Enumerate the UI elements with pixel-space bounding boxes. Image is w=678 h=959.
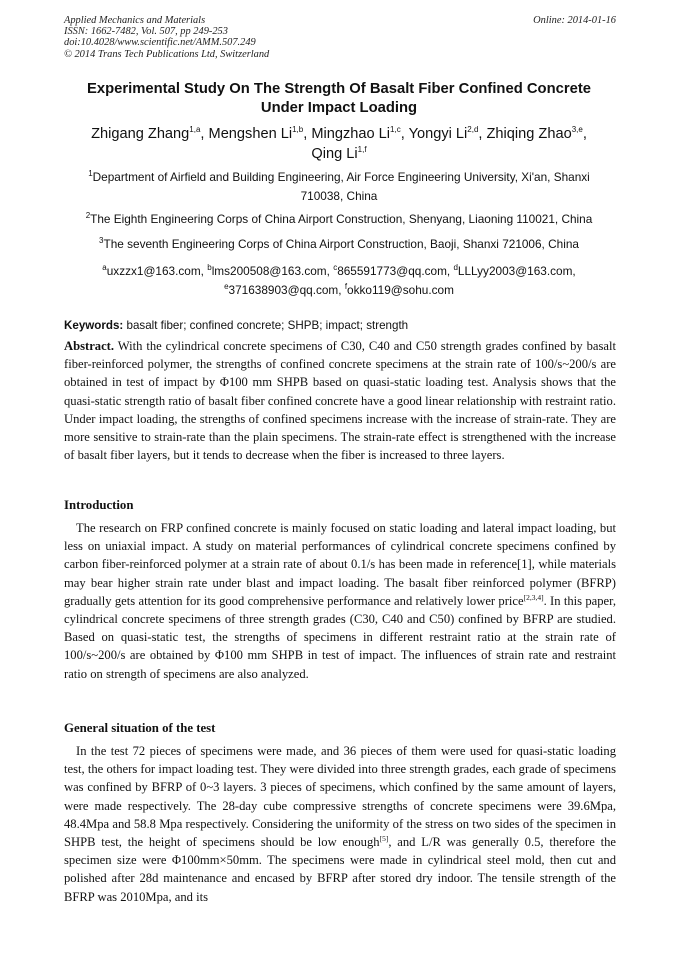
copyright-line: © 2014 Trans Tech Publications Ltd, Switzerland — [64, 48, 270, 60]
online-date: Online: 2014-01-16 — [533, 15, 616, 26]
abstract-label: Abstract. — [64, 339, 115, 353]
email: LLLyy2003@163.com, — [457, 264, 576, 278]
email-list: $^a$uxzzx1@163.com, $^b$lms200508@163.com, $^c$865591773@qq.com, $^d$LLLyy2003@163.com, $^e$371638903@qq.com, $^f$okko119@sohu.com — [102, 263, 576, 297]
abstract — [64, 337, 616, 464]
email: 865591773@qq.com, — [337, 264, 454, 278]
journal-header — [64, 15, 616, 60]
email: okko119@sohu.com — [347, 283, 454, 297]
paper-title — [40, 80, 638, 118]
title-line-2: Under Impact Loading — [260, 100, 418, 116]
citation: [5] — [379, 833, 389, 843]
author: Zhigang Zhang$^{1,a}$, — [91, 125, 209, 142]
affiliation-3: $^3$The seventh Engineering Corps of China Airport Construction, Baoji, Shanxi 721006, China — [99, 236, 579, 251]
affiliation-2: $^2$The Eighth Engineering Corps of China Airport Construction, Shenyang, Liaoning 110021, China — [85, 211, 593, 226]
doi-line: doi:10.4028/www.scientific.net/AMM.507.249 — [64, 37, 256, 49]
keywords — [64, 318, 616, 333]
section-heading-introduction: Introduction — [64, 498, 134, 512]
affiliation-1: $^1$Department of Airfield and Building Engineering, Air Force Engineering University, Xi'an, Shanxi 710038, China — [88, 169, 590, 203]
general-paragraph: In the test 72 pieces of specimens were made, and 36 pieces of them were used for quasi-static loading test, the others for impact loading test. They were divided into three strength grades, each grade of specimens was confined by BFRP of 0~3 layers. 3 pieces of specimens, which confined by the same amount of layers, were made respectively. The 28-day cube compressive strengths of concrete specimens were 39.6Mpa, 48.4Mpa and 58.8 Mpa respectively. Considering the uniformity of the stress on two sides of the specimen in SHPB test, the height of specimens should be low enough[5], and L/R was generally 0.5, therefore the specimen size were Φ100mm×50mm. The specimens were made in cylindrical steel mold, then cut and polished after 28d maintenance and encased by BFRP after stored dry indoor. The tensile strength of the BFRP was 2010Mpa, and its — [64, 744, 616, 904]
issn-line: ISSN: 1662-7482, Vol. 507, pp 249-253 — [64, 26, 228, 38]
author: Mengshen Li$^{1,b}$, — [208, 125, 312, 142]
email: 371638903@qq.com, — [228, 283, 345, 297]
title-line-1: Experimental Study On The Strength Of Basalt Fiber Confined Concrete — [87, 81, 591, 97]
email: uxzzx1@163.com, — [106, 264, 208, 278]
author: Qing Li$^{1,f}$ — [311, 145, 367, 162]
introduction-paragraph: The research on FRP confined concrete is mainly focused on static loading and lateral impact loading, but less on uniaxial impact. A study on material performances of cylindrical concrete specimens confined by carbon fiber-reinforced polymer at a strain rate of about 0.1/s has been made in reference[1], while materials may bear higher strain rate under blast and impact loading. The basalt fiber reinforced polymer (BFRP) gradually gets attention for its good comprehensive performance and relatively lower price[2,3,4]. In this paper, cylindrical concrete specimens of three strength grades (C30, C40 and C50) confined by BFRP are studied. Based on quasi-static test, the strengths of specimens in different restraint ratio at the strain rate of 100/s~200/s are obtained by Φ100 mm SHPB in test of impact. The influences of strain rate and restraint ratio on strength of specimens are also analyzed. — [64, 521, 616, 681]
author: Mingzhao Li$^{1,c}$, — [311, 125, 409, 142]
keywords-label: Keywords: — [64, 319, 124, 332]
citation: [2,3,4] — [523, 592, 544, 602]
keywords-text: basalt fiber; confined concrete; SHPB; impact; strength — [123, 319, 409, 332]
author-list — [40, 124, 638, 164]
abstract-text: With the cylindrical concrete specimens of C30, C40 and C50 strength grades confined by basalt fiber-reinforced polymer, the strengths of confined concrete specimens at the strain rate of 100/s~200/s are obtained in test of impact by Φ100 mm SHPB based on quasi-static loading test. Analysis shows that the quasi-static strength ratio of basalt fiber confined concrete have a good linear relationship with restraint ratio. Under impact loading, the strengths of confined specimens increase with the increase of strain-rate. They are more sensitive to strain-rate than the plain specimens. The strain-rate effect is strengthened with the increase of basalt fiber layers, but it tends to decrease when the fiber is increased to three layers. — [64, 339, 616, 463]
journal-name: Applied Mechanics and Materials — [64, 15, 206, 26]
section-heading-general: General situation of the test — [64, 721, 216, 735]
author: Zhiqing Zhao$^{3,e}$, — [486, 125, 587, 142]
email: lms200508@163.com, — [211, 264, 334, 278]
author: Yongyi Li$^{2,d}$, — [408, 125, 487, 142]
